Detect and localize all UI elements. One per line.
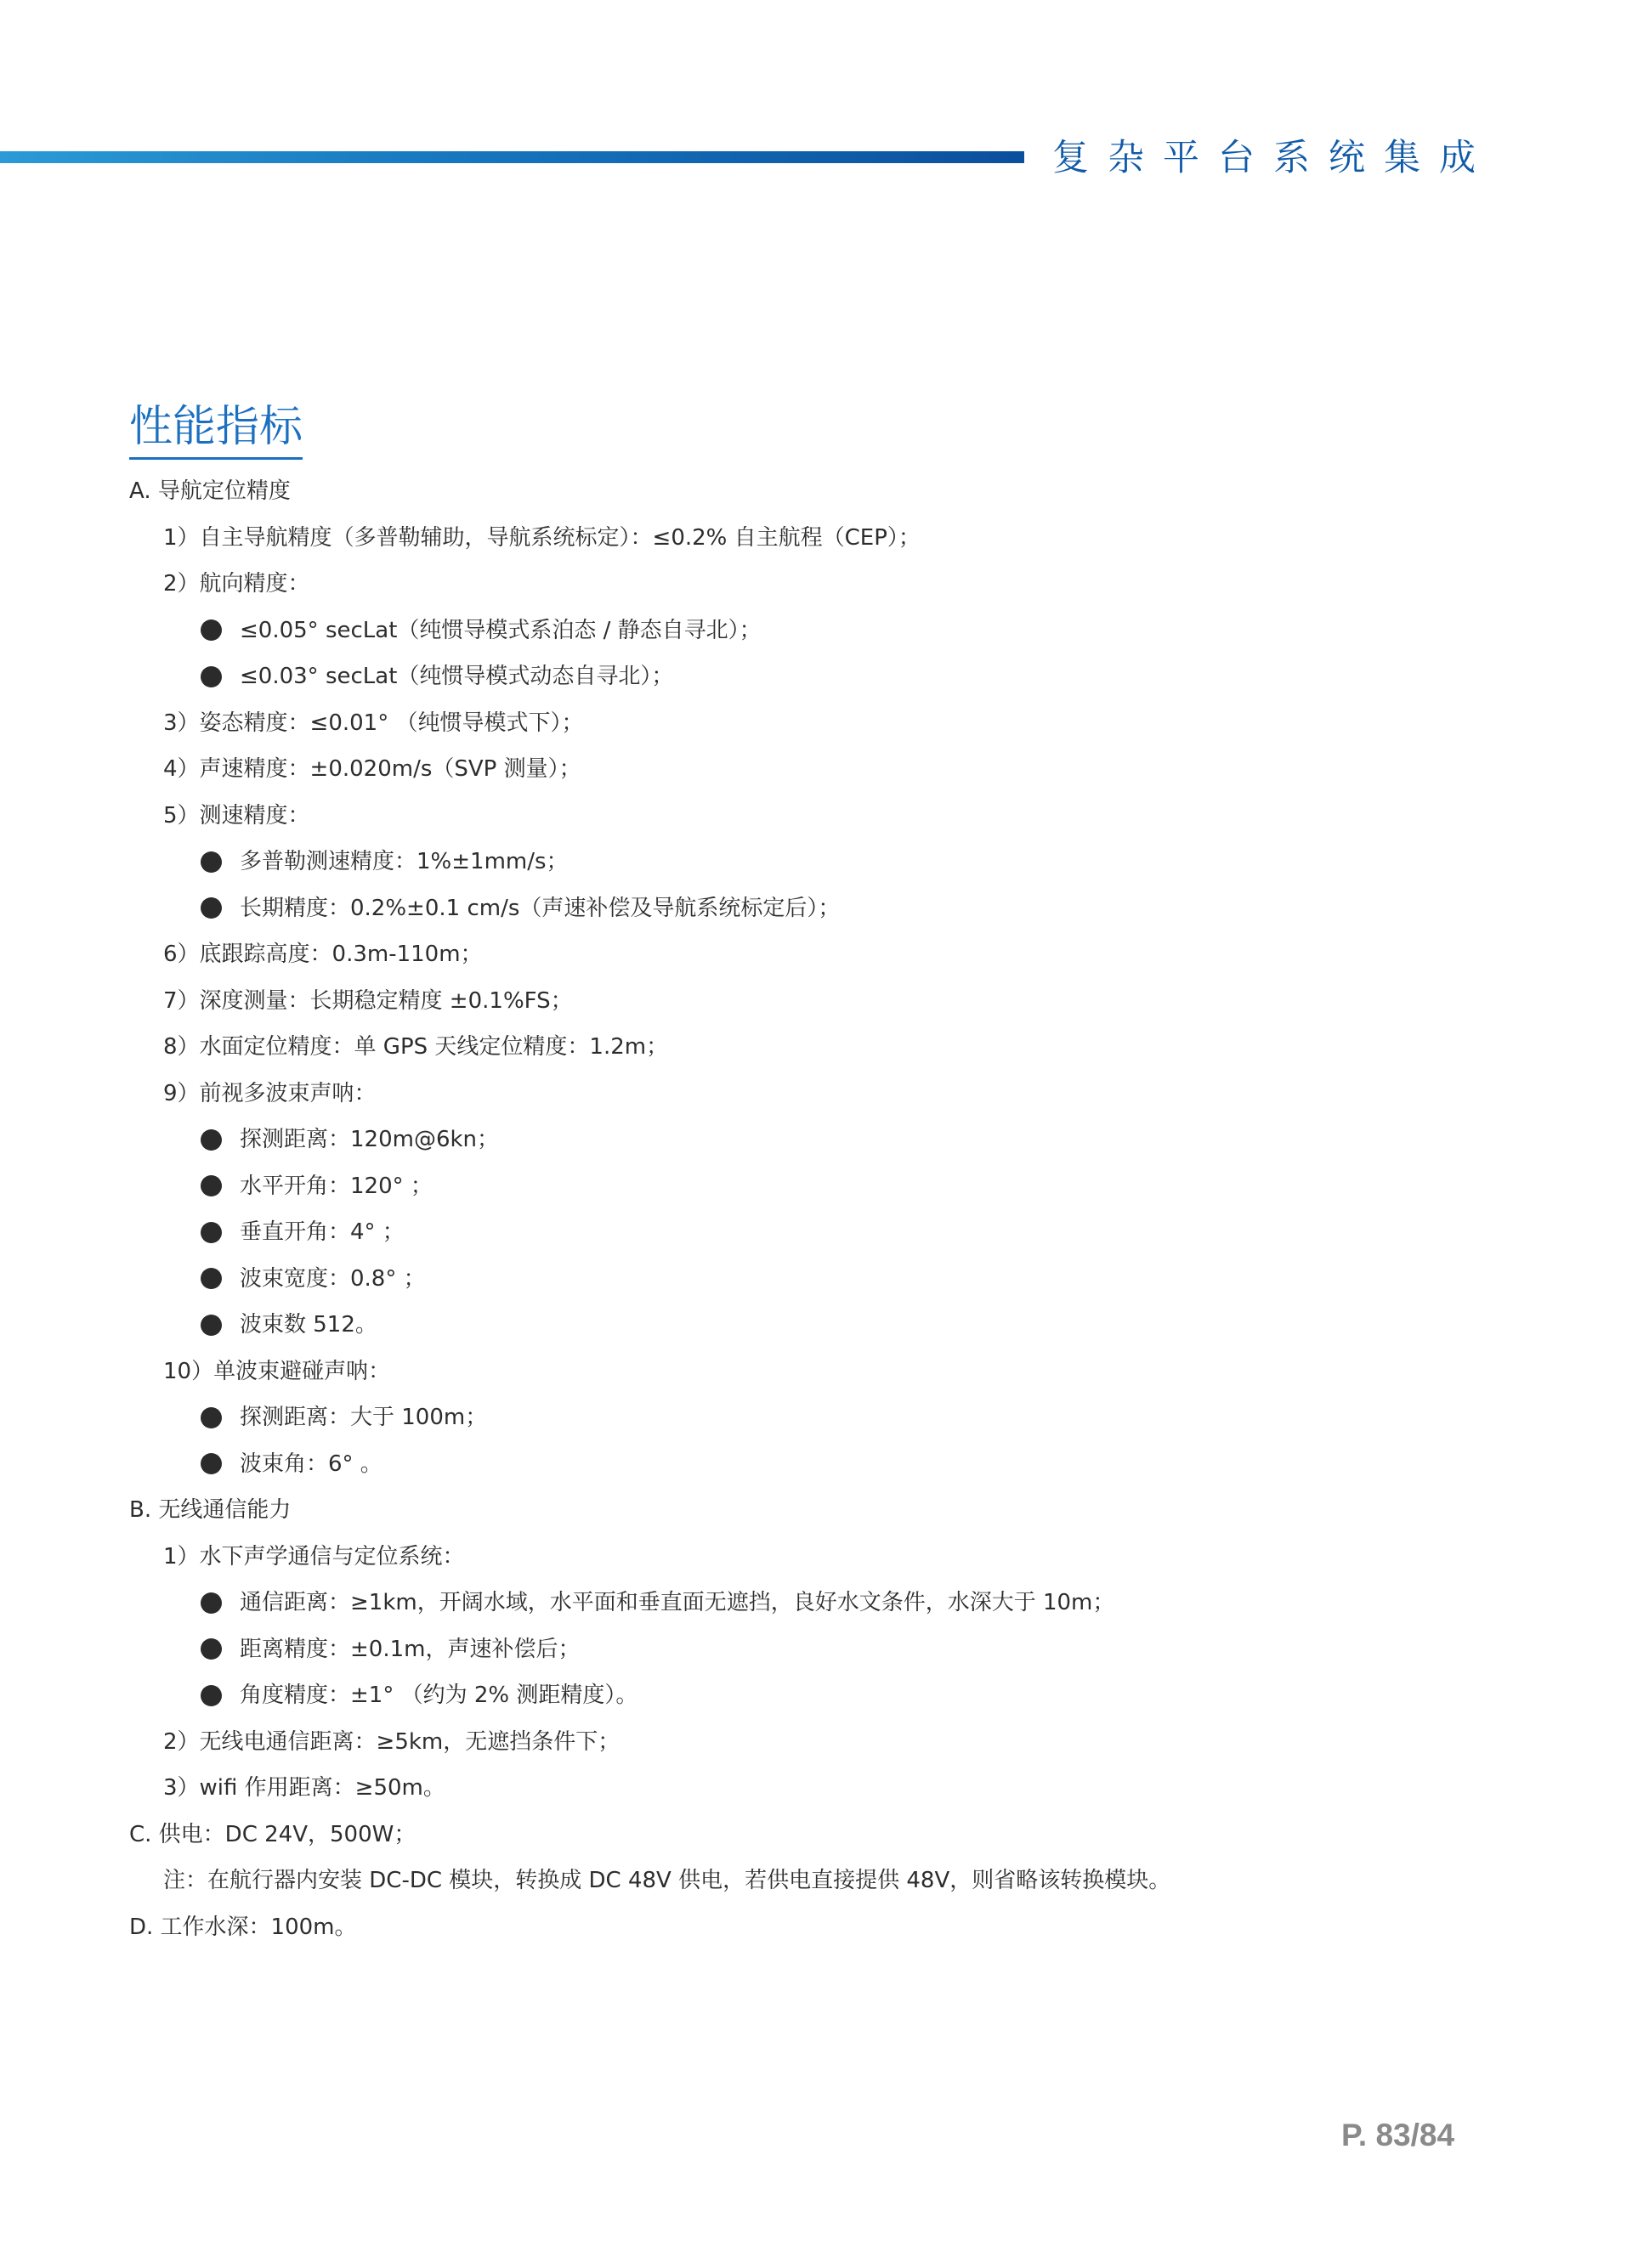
spec-item [129,978,1574,1025]
spec-bullet-item [129,839,1574,885]
header-accent-bar [0,151,1024,163]
spec-text: B. 无线通信能力 [129,1497,292,1523]
spec-text: 垂直开角：4° ； [240,1219,405,1245]
spec-item [129,1858,1574,1904]
spec-text: 1）水下声学通信与定位系统： [163,1543,465,1570]
spec-text: 波束角：6° 。 [240,1451,382,1477]
bullet-dot-icon [201,1129,222,1151]
spec-bullet-item [129,885,1574,932]
spec-text: 1）自主导航精度（多普勒辅助，导航系统标定）：≤0.2% 自主航程（CEP）； [163,524,921,551]
header-title: 复杂平台系统集成 [1052,137,1494,179]
spec-item [129,1719,1574,1766]
spec-text: 7）深度测量：长期稳定精度 ±0.1%FS； [163,987,573,1014]
spec-bullet-item [129,608,1574,654]
spec-text: A. 导航定位精度 [129,478,291,504]
bullet-dot-icon [201,1315,222,1336]
spec-text: 探测距离：大于 100m； [240,1405,488,1430]
spec-text: 3）wifi 作用距离：≥50m。 [163,1775,445,1801]
spec-section-heading [129,1812,1574,1858]
bullet-dot-icon [201,619,222,641]
spec-section-heading [129,1904,1574,1951]
spec-text: 多普勒测速精度：1%±1mm/s； [240,849,569,874]
bullet-dot-icon [201,1175,222,1196]
spec-text: 通信距离：≥1km，开阔水域，水平面和垂直面无遮挡，良好水文条件，水深大于 10m； [240,1590,1115,1615]
spec-bullet-item [129,1580,1574,1626]
spec-item [129,1765,1574,1812]
spec-item [129,515,1574,562]
spec-bullet-item [129,1394,1574,1441]
spec-bullet-item [129,1117,1574,1163]
spec-item [129,1534,1574,1581]
spec-item [129,931,1574,978]
spec-list [129,468,1574,1950]
bullet-dot-icon [201,1453,222,1474]
bullet-dot-icon [201,666,222,687]
spec-item [129,793,1574,840]
spec-bullet-item [129,1302,1574,1349]
spec-text: 3）姿态精度：≤0.01° （纯惯导模式下）； [163,710,584,736]
spec-bullet-item [129,1672,1574,1719]
spec-bullet-item [129,1256,1574,1303]
spec-text: 6）底跟踪高度：0.3m-110m； [163,942,483,967]
spec-text: 注：在航行器内安装 DC-DC 模块，转换成 DC 48V 供电，若供电直接提供 48V，则省略该转换模块。 [163,1868,1171,1893]
spec-bullet-item [129,653,1574,700]
spec-item [129,746,1574,793]
bullet-dot-icon [201,1268,222,1289]
spec-text: 2）航向精度： [163,571,310,597]
spec-bullet-item [129,1209,1574,1256]
spec-text: ≤0.05° secLat（纯惯导模式系泊态 / 静态自寻北）； [240,617,762,643]
spec-text: 距离精度：±0.1m，声速补偿后； [240,1636,581,1662]
spec-text: 长期精度：0.2%±0.1 cm/s（声速补偿及导航系统标定后）； [240,895,841,921]
spec-item [129,561,1574,608]
spec-item [129,1024,1574,1071]
bullet-dot-icon [201,1407,222,1428]
spec-text: 5）测速精度： [163,802,310,829]
spec-text: C. 供电：DC 24V，500W； [129,1821,416,1847]
page-number: P. 83/84 [1341,2118,1455,2152]
spec-text: 10）单波束避碰声呐： [163,1358,391,1384]
spec-bullet-item [129,1163,1574,1210]
bullet-dot-icon [201,897,222,919]
spec-text: 探测距离：120m@6kn； [240,1127,500,1152]
spec-section-heading [129,468,1574,515]
spec-text: ≤0.03° secLat（纯惯导模式动态自寻北）； [240,664,674,689]
spec-text: 9）前视多波束声呐： [163,1080,377,1106]
spec-text: 角度精度：±1° （约为 2% 测距精度）。 [240,1683,638,1708]
spec-item [129,1349,1574,1395]
bullet-dot-icon [201,851,222,873]
spec-text: 2）无线电通信距离：≥5km，无遮挡条件下； [163,1728,620,1755]
section-title: 性能指标 [129,399,303,460]
spec-item [129,1071,1574,1117]
spec-section-heading [129,1487,1574,1534]
spec-bullet-item [129,1626,1574,1673]
spec-text: 水平开角：120° ； [240,1173,433,1199]
bullet-dot-icon [201,1592,222,1614]
spec-bullet-item [129,1441,1574,1488]
spec-text: 8）水面定位精度：单 GPS 天线定位精度：1.2m； [163,1034,669,1060]
bullet-dot-icon [201,1685,222,1706]
spec-text: 波束宽度：0.8° ； [240,1265,426,1292]
bullet-dot-icon [201,1638,222,1660]
spec-text: 4）声速精度：±0.020m/s（SVP 测量）； [163,756,581,782]
bullet-dot-icon [201,1222,222,1243]
spec-text: 波束数 512。 [240,1312,377,1338]
spec-text: D. 工作水深：100m。 [129,1914,357,1940]
spec-item [129,700,1574,747]
